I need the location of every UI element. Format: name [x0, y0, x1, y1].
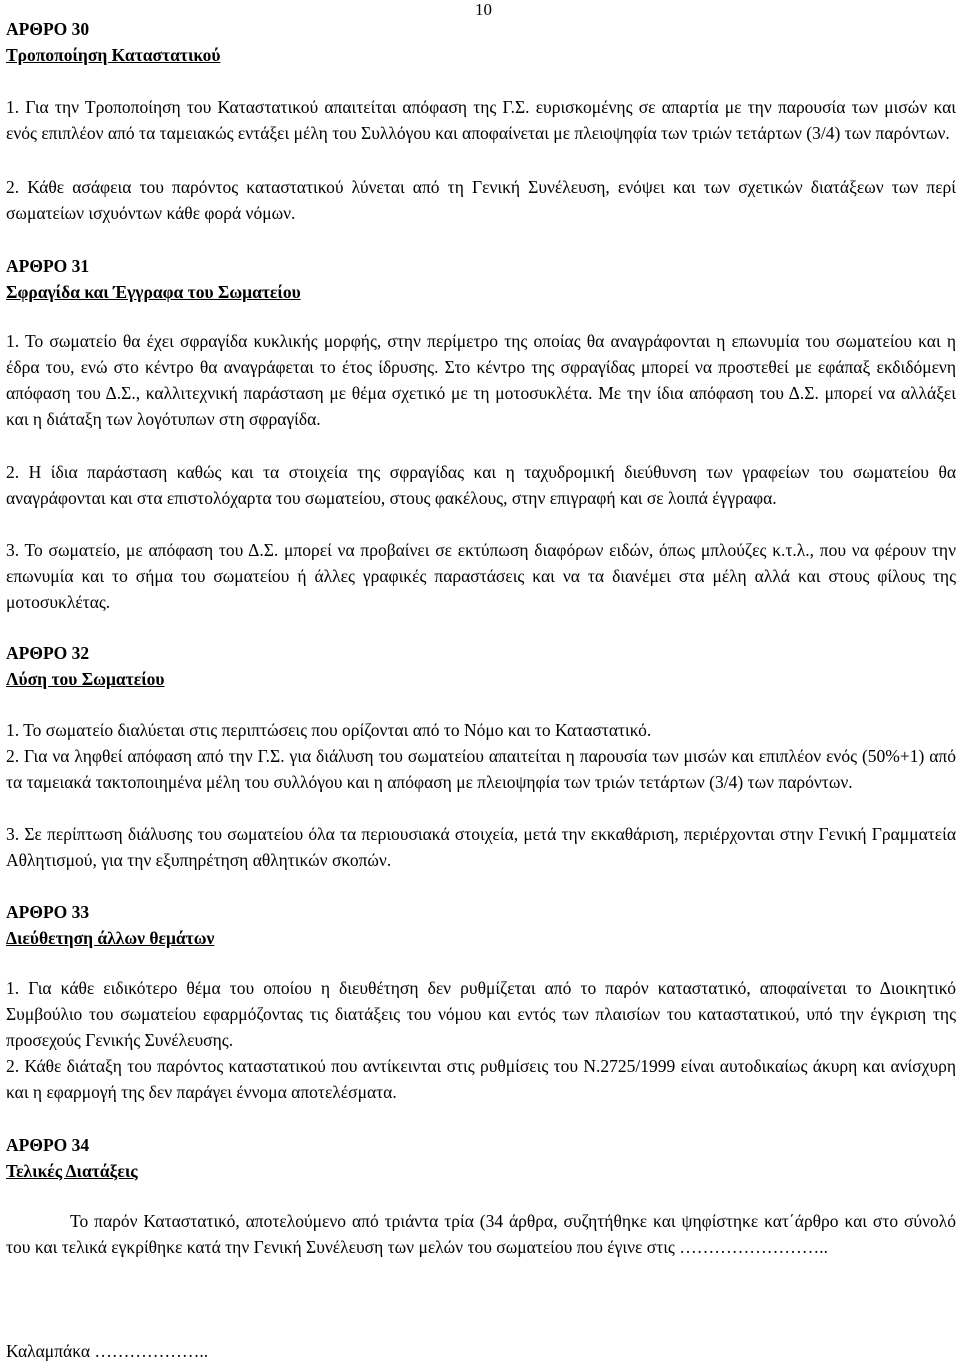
place-signature-line: Καλαμπάκα ………………..: [6, 1341, 209, 1361]
article-title: ΑΡΘΡΟ 30: [6, 19, 90, 39]
paragraph: 2. Κάθε διάταξη του παρόντος καταστατικού που αντίκεινται στις ρυθμίσεις του Ν.2725/1999 είναι αυτοδικαίως άκυρη και ανίσχυρη και η εφαρμογή της δεν παράγει έννομα αποτελέσματα.: [6, 1056, 956, 1102]
paragraph: 2. Κάθε ασάφεια του παρόντος καταστατικού λύνεται από τη Γενική Συνέλευση, ενόψει και των σχετικών διατάξεων των περί σωματείων ισχυόντων κάθε φορά νόμων.: [6, 177, 956, 223]
paragraph: 1. Το σωματείο θα έχει σφραγίδα κυκλικής μορφής, στην περίμετρο της οποίας θα αναγράφονται η επωνυμία του σωματείου και η έδρα του, ενώ στο κέντρο θα αναγράφεται το έτος ίδρυσης. Στο κέντρο της σφραγίδας μπορεί να προστεθεί με εφάπαξ εκδιδόμενη απόφαση του Δ.Σ., καλλιτεχνική παράσταση με θέμα σχετικό με τη μοτοσυκλέτα. Με την ίδια απόφαση του Δ.Σ. μπορεί να αλλάξει και η διάταξη των λογότυπων στη σφραγίδα.: [6, 331, 956, 429]
article-title: ΑΡΘΡΟ 31: [6, 256, 90, 276]
paragraph: 1. Το σωματείο διαλύεται στις περιπτώσεις που ορίζονται από το Νόμο και το Καταστατικό.: [6, 720, 652, 740]
paragraph: 1. Για κάθε ειδικότερο θέμα του οποίου η διευθέτηση δεν ρυθμίζεται από το παρόν καταστατικό, αποφαίνεται το Διοικητικό Συμβούλιο του σωματείου εφαρμόζοντας τις διατάξεις του νόμου και εντός των πλαισίων του καταστατικού, υπό την έγκριση της προσεχούς Γενικής Συνέλευσης.: [6, 978, 956, 1050]
article-title: ΑΡΘΡΟ 32: [6, 643, 90, 663]
paragraph: 2. Η ίδια παράσταση καθώς και τα στοιχεία της σφραγίδας και η ταχυδρομική διεύθυνση των γραφείων του σωματείου θα αναγράφονται και στα επιστολόχαρτα του σωματείου, στους φακέλους, στην επιγραφή και σε λοιπά έγγραφα.: [6, 462, 956, 508]
paragraph: 3. Το σωματείο, με απόφαση του Δ.Σ. μπορεί να προβαίνει σε εκτύπωση διαφόρων ειδών, όπως μπλούζες κ.τ.λ., που να φέρουν την επωνυμία και το σήμα του σωματείου ή άλλες γραφικές παραστάσεις και να τα διανέμει στα μέλη αλλά και στους φίλους της μοτοσυκλέτας.: [6, 540, 956, 612]
page-number: 10: [475, 0, 492, 19]
article-33-heading: [6, 899, 214, 951]
paragraph: 2. Για να ληφθεί απόφαση από την Γ.Σ. για διάλυση του σωματείου απαιτείται η παρουσία των μισών και επιπλέον ενός (50%+1) από τα ταμειακά τακτοποιημένα μέλη του συλλόγου και η απόφαση με πλειοψηφία των τριών τετάρτων (3/4) των παρόντων.: [6, 746, 956, 792]
article-32-heading: [6, 640, 164, 692]
article-31-heading: [6, 253, 301, 305]
paragraph: 1. Για την Τροποποίηση του Καταστατικού απαιτείται απόφαση της Γ.Σ. ευρισκομένης σε απαρτία με την παρουσία των μισών και ενός επιπλέον από τα ταμειακώς εντάξει μέλη του Συλλόγου και αποφαίνεται με πλειοψηφία των τριών τετάρτων (3/4) των παρόντων.: [6, 97, 956, 143]
article-subtitle: Τροποποίηση Καταστατικού: [6, 45, 221, 65]
article-30-heading: [6, 16, 220, 68]
article-subtitle: Διεύθετηση άλλων θεμάτων: [6, 928, 215, 948]
article-34-heading: [6, 1132, 138, 1184]
article-title: ΑΡΘΡΟ 34: [6, 1135, 90, 1155]
closing-paragraph: Το παρόν Καταστατικό, αποτελούμενο από τριάντα τρία (34 άρθρα, συζητήθηκε και ψηφίστηκε κατ΄άρθρο και στο σύνολό του και τελικά εγκρίθηκε κατά την Γενική Συνέλευση των μελών του σωματείου που έγινε στις ……………………..: [6, 1211, 956, 1257]
article-title: ΑΡΘΡΟ 33: [6, 902, 90, 922]
article-subtitle: Τελικές Διατάξεις: [6, 1161, 138, 1181]
paragraph: 3. Σε περίπτωση διάλυσης του σωματείου όλα τα περιουσιακά στοιχεία, μετά την εκκαθάριση, περιέρχονται στην Γενική Γραμματεία Αθλητισμού, για την εξυπηρέτηση αθλητικών σκοπών.: [6, 824, 956, 870]
article-subtitle: Σφραγίδα και Έγγραφα του Σωματείου: [6, 282, 301, 302]
article-subtitle: Λύση του Σωματείου: [6, 669, 165, 689]
